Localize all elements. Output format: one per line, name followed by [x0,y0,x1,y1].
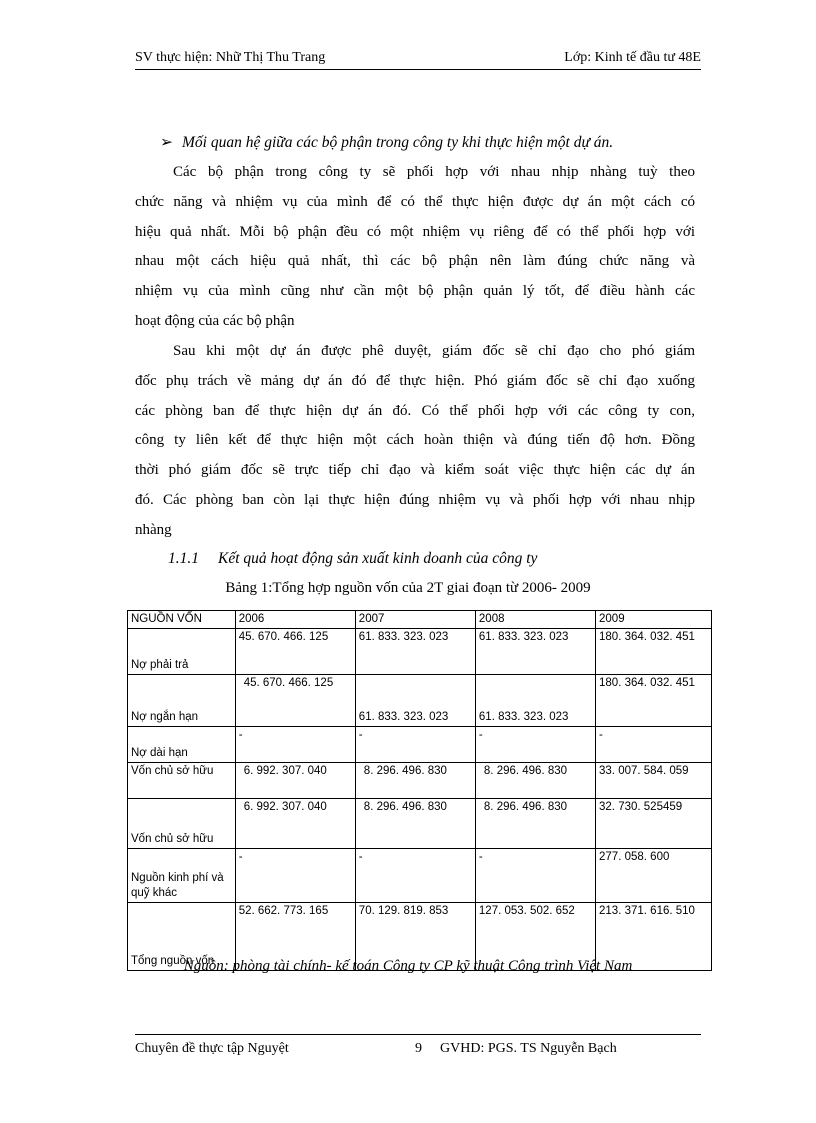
table-header: 2008 [475,611,595,629]
row-label: Vốn chủ sở hữu [128,763,236,799]
subsection-number: 1.1.1 [168,550,199,567]
table-cell: 180. 364. 032. 451 [596,629,712,675]
row-label: Nợ ngắn hạn [128,675,236,727]
table-row [128,849,712,903]
paragraph-line: các phòng ban để thực hiện dự án đó. Có thể phối hợp với các công ty con, [135,402,695,419]
table-cell: 8. 296. 496. 830 [475,763,595,799]
row-label: Tổng nguồn vốn [128,903,236,971]
table-cell: 45. 670. 466. 125 [235,675,355,727]
table-source-note: Nguồn: phòng tài chính- kế toán Công ty CP kỹ thuật Công trình Việt Nam [183,958,633,974]
table-row [128,675,712,727]
table-cell: 213. 371. 616. 510 [596,903,712,971]
subsection-heading [168,550,537,568]
table-header: 2006 [235,611,355,629]
paragraph-line: chức năng và nhiệm vụ của mình để có thể thực hiện được dự án một cách có [135,193,695,210]
paragraph-line: nhàng [135,521,172,538]
table-cell: 52. 662. 773. 165 [235,903,355,971]
paragraph-line: Sau khi một dự án được phê duyệt, giám đốc sẽ chỉ đạo cho phó giám [173,343,695,359]
section-heading [160,133,613,152]
table-row [128,799,712,849]
table-cell: - [355,849,475,903]
table-header: 2009 [596,611,712,629]
paragraph-1 [135,158,695,337]
table-cell: 32. 730. 525459 [596,799,712,849]
paragraph-line: hiệu quả nhất. Mỗi bộ phận đều có một nhiệm vụ riêng để có thể phối hợp với [135,223,695,240]
table-header: 2007 [355,611,475,629]
table-cell: - [475,727,595,763]
table-cell: 180. 364. 032. 451 [596,675,712,727]
row-label: Nợ dài hạn [128,727,236,763]
page-header [135,50,701,68]
footer-divider [135,1034,701,1035]
table-cell: 8. 296. 496. 830 [355,763,475,799]
table-cell: 61. 833. 323. 023 [475,675,595,727]
page-number: 9 [415,1041,422,1056]
table-header-row [128,611,712,629]
table-cell: 8. 296. 496. 830 [475,799,595,849]
paragraph-line: đó. Các phòng ban còn lại thực hiện đúng nhiệm vụ và phối hợp với nhau nhịp [135,491,695,508]
table-cell: 127. 053. 502. 652 [475,903,595,971]
table-cell: 6. 992. 307. 040 [235,763,355,799]
section-title: Mối quan hệ giữa các bộ phận trong công ty khi thực hiện một dự án. [182,134,614,151]
footer-supervisor: GVHD: PGS. TS Nguyễn Bạch [440,1041,617,1056]
table-cell: 45. 670. 466. 125 [235,629,355,675]
table-row [128,727,712,763]
arrow-bullet-icon: ➢ [160,134,173,151]
row-label: Nguồn kinh phí và quỹ khác [128,849,236,903]
table-cell: - [475,849,595,903]
header-divider [135,69,701,70]
table-cell: 61. 833. 323. 023 [355,629,475,675]
footer-left: Chuyên đề thực tập Nguyệt [135,1041,289,1056]
table-row [128,629,712,675]
paragraph-line: nhiệm vụ của mình cũng như cần một bộ phận quản lý tốt, để điều hành các [135,283,695,300]
row-label: Nợ phải trả [128,629,236,675]
table-cell: 33. 007. 584. 059 [596,763,712,799]
table-cell: 61. 833. 323. 023 [475,629,595,675]
table-cell: - [355,727,475,763]
table-header: NGUỒN VỐN [128,611,236,629]
table-cell: - [235,849,355,903]
paragraph-2 [135,337,695,546]
table-cell: - [235,727,355,763]
table-caption: Bảng 1:Tổng hợp nguồn vốn của 2T giai đoạn từ 2006- 2009 [225,580,591,596]
header-student: SV thực hiện: Nhữ Thị Thu Trang [135,50,326,65]
table-cell: 6. 992. 307. 040 [235,799,355,849]
paragraph-line: đốc phụ trách về mảng dự án đó để thực hiện. Phó giám đốc sẽ chỉ đạo xuống [135,372,695,389]
paragraph-line: hoạt động của các bộ phận [135,312,295,329]
paragraph-line: nhau một cách hiệu quả nhất, thì các bộ phận nên làm đúng chức năng và [135,253,695,270]
paragraph-line: công ty liên kết để thực hiện một cách hoàn thiện và đúng tiến độ hơn. Đồng [135,432,695,449]
paragraph-line: thời phó giám đốc sẽ trực tiếp chỉ đạo và kiểm soát việc thực hiện các dự án [135,462,695,479]
table-cell: 61. 833. 323. 023 [355,675,475,727]
row-label: Vốn chủ sở hữu [128,799,236,849]
table-cell: 277. 058. 600 [596,849,712,903]
capital-table [127,610,712,971]
table-cell: 8. 296. 496. 830 [355,799,475,849]
table-row [128,763,712,799]
header-class: Lớp: Kinh tế đầu tư 48E [564,50,701,65]
subsection-title: Kết quả hoạt động sản xuất kinh doanh của công ty [218,550,538,567]
paragraph-line: Các bộ phận trong công ty sẽ phối hợp với nhau nhịp nhàng tuỳ theo [173,164,695,180]
table-cell: 70. 129. 819. 853 [355,903,475,971]
table-cell: - [596,727,712,763]
